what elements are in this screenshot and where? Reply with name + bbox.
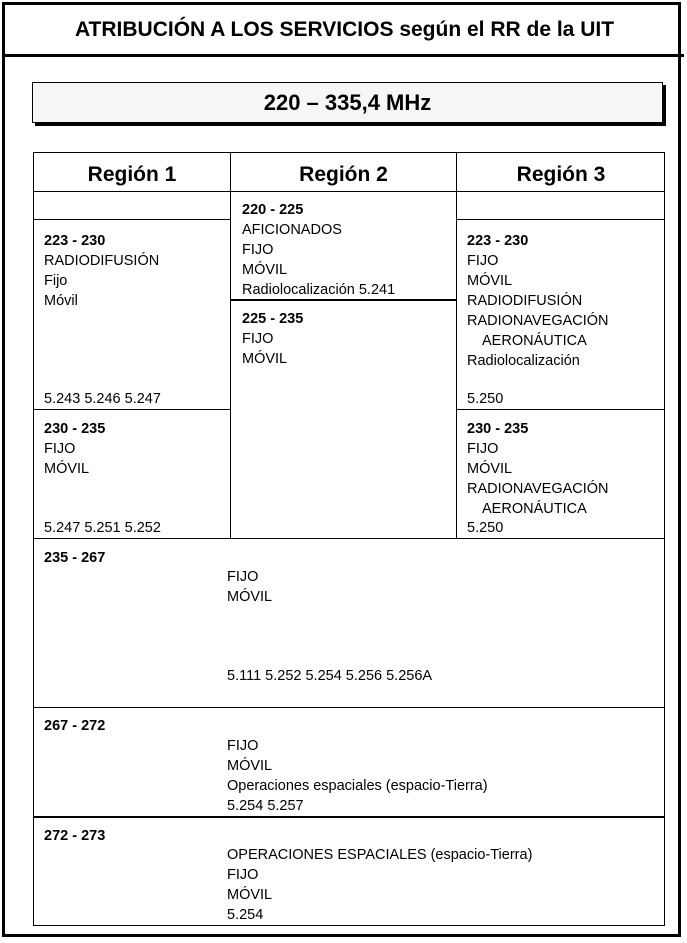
page-title: ATRIBUCIÓN A LOS SERVICIOS según el RR de la UIT xyxy=(5,5,684,57)
service-line: Operaciones espaciales (espacio-Tierra) xyxy=(227,778,488,794)
service-line: FIJO xyxy=(467,253,499,269)
service-line: MÓVIL xyxy=(227,758,273,774)
service-line: OPERACIONES ESPACIALES (espacio-Tierra) xyxy=(227,847,533,863)
grid-line xyxy=(457,409,664,410)
service-line: 5.254 5.257 xyxy=(227,798,304,814)
grid-line xyxy=(230,153,231,538)
region1-footnotes-230-235: 5.247 5.251 5.252 xyxy=(44,520,161,536)
page-frame xyxy=(2,2,681,937)
band-range: 223 - 230 xyxy=(467,233,529,249)
region1-cell-230-235 xyxy=(44,419,105,479)
service-line: AERONÁUTICA xyxy=(482,501,587,517)
grid-line xyxy=(34,707,664,708)
band-range: 223 - 230 xyxy=(44,233,106,249)
grid-line xyxy=(456,153,457,538)
service-line: FIJO xyxy=(227,569,259,585)
region1-footnotes-223-230: 5.243 5.246 5.247 xyxy=(44,391,161,407)
grid-line xyxy=(34,409,230,410)
grid-line xyxy=(34,219,230,220)
common-footnotes-235-267: 5.111 5.252 5.254 5.256 5.256A xyxy=(227,668,433,684)
grid-line xyxy=(34,816,664,818)
service-line: RADIODIFUSIÓN xyxy=(44,253,160,269)
grid-line xyxy=(34,191,664,192)
service-line: RADIONAVEGACIÓN xyxy=(467,313,609,329)
band-title: 220 – 335,4 MHz xyxy=(32,82,663,123)
common-services-272-273 xyxy=(227,845,532,925)
common-range-235-267: 235 - 267 xyxy=(44,550,106,566)
band-range: 220 - 225 xyxy=(242,202,304,218)
region3-footnotes-230-235: 5.250 xyxy=(467,520,504,536)
grid-line xyxy=(34,538,664,539)
band-range: 230 - 235 xyxy=(467,421,529,437)
region3-cell-230-235 xyxy=(467,419,609,519)
service-line: FIJO xyxy=(227,867,259,883)
service-line: FIJO xyxy=(242,331,274,347)
service-line: Fijo xyxy=(44,273,68,289)
header-region-1: Región 1 xyxy=(87,163,177,186)
service-line: MÓVIL xyxy=(467,273,513,289)
header-region-2: Región 2 xyxy=(299,163,388,186)
service-line: FIJO xyxy=(242,242,274,258)
region3-footnotes-223-230: 5.250 xyxy=(467,391,504,407)
service-line: MÓVIL xyxy=(44,461,90,477)
service-line: MÓVIL xyxy=(242,262,288,278)
service-line: MÓVIL xyxy=(242,351,288,367)
service-line: AFICIONADOS xyxy=(242,222,342,238)
service-line: FIJO xyxy=(467,441,499,457)
service-line: FIJO xyxy=(44,441,76,457)
region2-cell-225-235 xyxy=(242,309,303,369)
band-header xyxy=(32,82,666,126)
service-line: Radiolocalización 5.241 xyxy=(242,282,396,298)
service-line: MÓVIL xyxy=(227,887,273,903)
header-region-3: Región 3 xyxy=(516,163,606,186)
common-services-235-267 xyxy=(227,567,272,607)
service-line: MÓVIL xyxy=(227,589,273,605)
service-line: Radiolocalización xyxy=(467,353,580,369)
region2-cell-220-225 xyxy=(242,200,395,300)
service-line: Móvil xyxy=(44,293,78,309)
common-services-267-272 xyxy=(227,736,488,816)
service-line: MÓVIL xyxy=(467,461,513,477)
service-line: RADIODIFUSIÓN xyxy=(467,293,583,309)
region1-cell-223-230 xyxy=(44,231,159,311)
band-range: 230 - 235 xyxy=(44,421,106,437)
common-range-272-273: 272 - 273 xyxy=(44,828,106,844)
grid-line xyxy=(457,219,664,220)
allocation-table xyxy=(33,152,665,926)
service-line: FIJO xyxy=(227,738,259,754)
service-line: RADIONAVEGACIÓN xyxy=(467,481,609,497)
region3-cell-223-230 xyxy=(467,231,609,371)
service-line: AERONÁUTICA xyxy=(482,333,587,349)
band-range: 225 - 235 xyxy=(242,311,304,327)
common-range-267-272: 267 - 272 xyxy=(44,718,106,734)
service-line: 5.254 xyxy=(227,907,264,923)
